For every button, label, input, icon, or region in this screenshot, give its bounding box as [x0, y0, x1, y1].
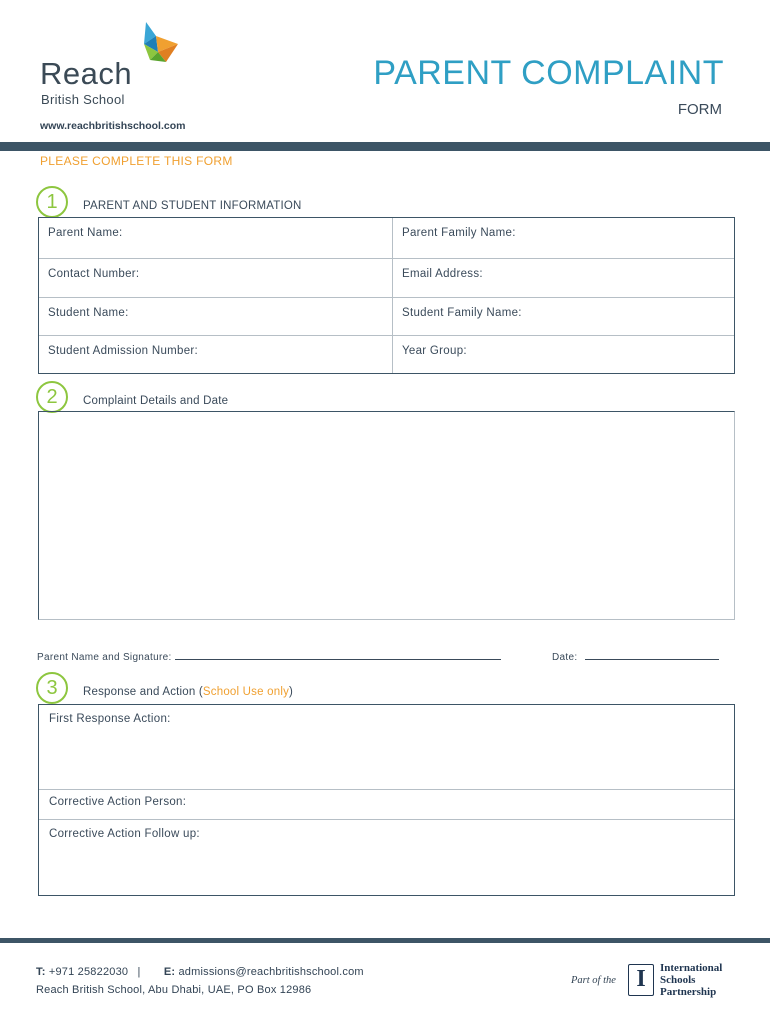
parent-family-name-field[interactable]: Parent Family Name:: [402, 227, 516, 239]
corrective-action-person-field[interactable]: Corrective Action Person:: [39, 789, 734, 819]
part-of-label: Part of the: [571, 975, 616, 986]
student-admission-number-field[interactable]: Student Admission Number:: [39, 336, 393, 373]
page-subtitle: FORM: [677, 101, 722, 118]
table-row: [39, 258, 734, 297]
parent-student-info-table: [38, 217, 735, 374]
section-1-title: PARENT AND STUDENT INFORMATION: [83, 200, 302, 212]
form-instruction: PLEASE COMPLETE THIS FORM: [40, 154, 233, 168]
first-response-action-field[interactable]: First Response Action:: [49, 713, 171, 725]
table-row: [39, 335, 734, 373]
student-name-field[interactable]: Student Name:: [39, 298, 393, 335]
footer-address: Reach British School, Abu Dhabi, UAE, PO Box 12986: [36, 984, 312, 996]
table-row: [39, 218, 734, 258]
section-2-title: Complaint Details and Date: [83, 395, 229, 407]
contact-number-field[interactable]: Contact Number:: [39, 259, 393, 297]
footer-phone[interactable]: +971 25822030: [48, 966, 129, 978]
response-action-table: [38, 704, 735, 896]
table-row: [39, 297, 734, 335]
school-use-only-note: School Use only: [202, 686, 290, 698]
signature-field[interactable]: [175, 650, 501, 660]
signature-label: Parent Name and Signature:: [37, 652, 172, 663]
date-label: Date:: [552, 652, 578, 663]
logo-subtitle: British School: [41, 92, 125, 107]
date-field[interactable]: [585, 650, 719, 660]
logo-mark-icon: [136, 22, 186, 66]
isp-logo-text: International Schools Partnership: [660, 962, 723, 998]
complaint-details-textarea[interactable]: [38, 411, 735, 620]
corrective-action-follow-up-field[interactable]: Corrective Action Follow up:: [39, 819, 734, 894]
isp-logo-icon: I: [628, 964, 654, 996]
school-logo: [40, 22, 200, 112]
email-address-field[interactable]: Email Address:: [402, 268, 483, 280]
date-line: [552, 650, 719, 663]
step-3-badge: 3: [36, 672, 68, 704]
footer-divider: [0, 938, 770, 943]
footer-email[interactable]: admissions@reachbritishschool.com: [178, 966, 364, 978]
year-group-field[interactable]: Year Group:: [402, 345, 467, 357]
step-2-badge: 2: [36, 381, 68, 413]
page-title: PARENT COMPLAINT: [373, 54, 724, 92]
logo-wordmark: Reach: [40, 56, 133, 91]
header-divider: [0, 142, 770, 151]
section-3-title: Response and Action (School Use only): [83, 686, 294, 698]
website-link[interactable]: www.reachbritishschool.com: [40, 120, 186, 132]
parent-name-field[interactable]: Parent Name:: [39, 218, 393, 258]
signature-line: [37, 650, 501, 663]
footer-contact: T: +971 25822030 | E: admissions@reachbritishschool.com: [36, 966, 364, 978]
student-family-name-field[interactable]: Student Family Name:: [402, 307, 522, 319]
step-1-badge: 1: [36, 186, 68, 218]
